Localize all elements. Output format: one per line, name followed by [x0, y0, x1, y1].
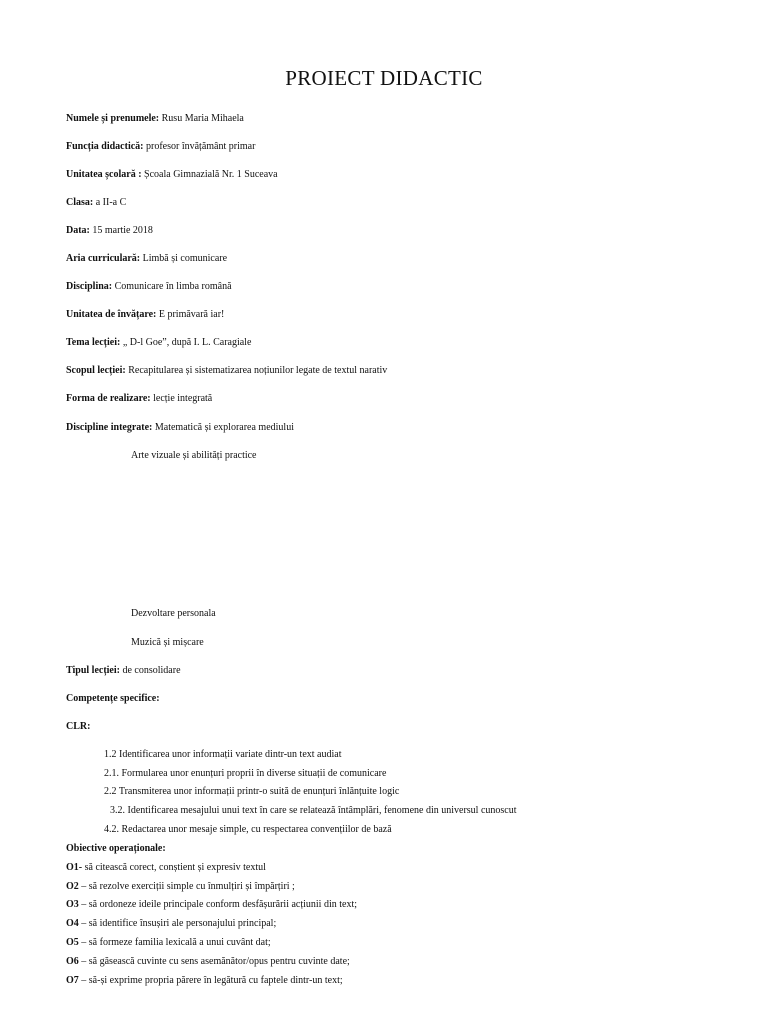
objective-item	[66, 881, 295, 892]
field-name	[66, 113, 244, 124]
objective-code: O4	[66, 918, 79, 929]
integrated-discipline-item: Arte vizuale și abilități practice	[131, 450, 257, 461]
field-label: Unitatea de învățare:	[66, 309, 157, 320]
field-lesson-theme	[66, 337, 251, 348]
field-value: Matematică și explorarea mediului	[152, 422, 294, 433]
page-title: PROIECT DIDACTIC	[285, 66, 483, 90]
field-value: E primăvară iar!	[156, 309, 225, 320]
objective-code: O5	[66, 937, 79, 948]
field-value: a II-a C	[93, 197, 127, 208]
objective-item	[66, 937, 271, 948]
field-learning-unit	[66, 309, 224, 320]
objective-item	[66, 918, 276, 929]
field-label: Tipul lecției:	[66, 665, 120, 676]
field-label: Disciplina:	[66, 281, 113, 292]
objective-text: să citească corect, conștient și expresiv textul	[82, 862, 266, 873]
integrated-discipline-item: Muzică și mișcare	[131, 637, 204, 648]
objective-item	[66, 975, 343, 986]
field-value: 15 martie 2018	[89, 225, 153, 236]
competence-item: 4.2. Redactarea unor mesaje simple, cu respectarea convențiilor de bază	[104, 824, 392, 835]
objective-code: O3	[66, 899, 79, 910]
field-label: Unitatea școlară :	[66, 169, 142, 180]
field-lesson-type	[66, 665, 181, 676]
field-label: Funcția didactică:	[66, 141, 144, 152]
field-function	[66, 141, 255, 152]
field-label: Aria curriculară:	[66, 253, 141, 264]
competence-item: 2.1. Formularea unor enunțuri proprii în diverse situații de comunicare	[104, 768, 387, 779]
field-value: lecție integrată	[150, 393, 213, 404]
field-date	[66, 225, 153, 236]
field-value: Rusu Maria Mihaela	[159, 113, 244, 124]
objective-item	[66, 956, 350, 967]
field-value: de consolidare	[119, 665, 181, 676]
field-label: Data:	[66, 225, 90, 236]
field-school	[66, 169, 278, 180]
objective-text: – să găsească cuvinte cu sens asemănător/opus pentru cuvinte date;	[78, 956, 350, 967]
objective-text: – să rezolve exerciții simple cu înmulțiri și împărțiri ;	[78, 881, 295, 892]
competence-item: 2.2 Transmiterea unor informații printr-o suită de enunțuri înlănțuite logic	[104, 786, 400, 797]
field-label: Tema lecției:	[66, 337, 121, 348]
objective-code: O1-	[66, 862, 83, 873]
field-label: Scopul lecției:	[66, 365, 126, 376]
competences-heading: Competențe specifice:	[66, 693, 160, 704]
objective-text: – să formeze familia lexicală a unui cuvânt dat;	[78, 937, 271, 948]
objective-text: – să ordoneze ideile principale conform desfășurării acțiunii din text;	[78, 899, 358, 910]
objective-code: O2	[66, 881, 79, 892]
field-integrated-disciplines	[66, 422, 294, 433]
field-value: profesor învățământ primar	[143, 141, 256, 152]
field-value: Limbă și comunicare	[140, 253, 228, 264]
field-value: Comunicare în limba română	[112, 281, 232, 292]
field-form	[66, 393, 212, 404]
clr-label: CLR:	[66, 721, 91, 732]
objective-code: O6	[66, 956, 79, 967]
field-label: Numele și prenumele:	[66, 113, 160, 124]
field-label: Forma de realizare:	[66, 393, 151, 404]
field-label: Discipline integrate:	[66, 422, 153, 433]
field-value: Recapitularea și sistematizarea noțiunilor legate de textul narativ	[125, 365, 388, 376]
field-value: Școala Gimnazială Nr. 1 Suceava	[141, 169, 278, 180]
objective-text: – să identifice însușiri ale personajului principal;	[78, 918, 277, 929]
objective-text: – să-și exprime propria părere în legătură cu faptele dintr-un text;	[78, 975, 343, 986]
field-value: „ D-l Goe”, după I. L. Caragiale	[120, 337, 252, 348]
field-discipline	[66, 281, 232, 292]
objective-code: O7	[66, 975, 79, 986]
integrated-discipline-item: Dezvoltare personala	[131, 608, 216, 619]
field-lesson-scope	[66, 365, 387, 376]
objective-item	[66, 862, 266, 873]
field-label: Clasa:	[66, 197, 94, 208]
objective-item	[66, 899, 357, 910]
objectives-heading: Obiective operaționale:	[66, 843, 166, 854]
competence-item: 3.2. Identificarea mesajului unui text în care se relatează întâmplări, fenomene din universul cunoscut	[110, 805, 517, 816]
field-curricular-area	[66, 253, 227, 264]
field-class	[66, 197, 126, 208]
competence-item: 1.2 Identificarea unor informații variate dintr-un text audiat	[104, 749, 342, 760]
